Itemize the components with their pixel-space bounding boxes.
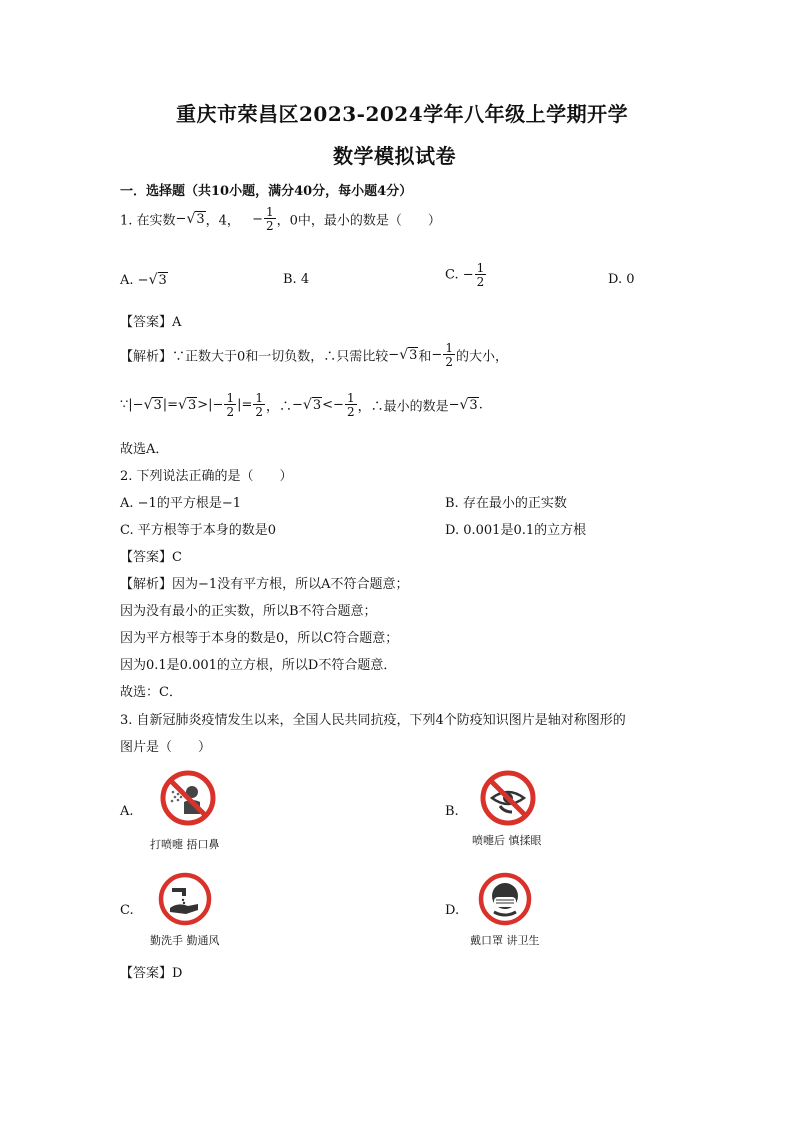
q2-option-a: A. −1的平方根是−1 — [120, 496, 241, 511]
question-3-stem-line-2: 图片是（ ） — [120, 740, 212, 755]
q1-option-c: C. − $\frac{1}{2}$ — [445, 261, 485, 289]
q3-option-c-caption: 勤洗手 勤通风 — [150, 934, 220, 947]
q1-conclusion: 故选A． — [120, 442, 169, 457]
q2-explanation-4: 因为0.1是0.001的立方根，所以D不符合题意． — [120, 658, 397, 673]
q3-option-c-label: C. — [120, 903, 134, 918]
fraction-one-half: $\frac{1}{2}$ — [265, 205, 274, 233]
question-2-stem: 2. 下列说法正确的是（ ） — [120, 469, 293, 484]
q3-option-b-caption: 喷嚏后 慎揉眼 — [472, 834, 542, 847]
section-heading: 一．选择题（共10小题，满分40分，每小题4分） — [120, 184, 413, 199]
no-sneezing-icon — [158, 768, 218, 832]
q2-explanation-2: 因为没有最小的正实数，所以B不符合题意； — [120, 604, 377, 619]
q1-option-a: A. −√3 — [120, 272, 167, 288]
title-line-2: 数学模拟试卷 — [333, 144, 456, 168]
q3-option-a-label: A. — [120, 804, 134, 819]
q2-option-d: D. 0.001是0.1的立方根 — [445, 523, 587, 538]
q1-answer: 【答案】A — [120, 315, 182, 330]
sqrt-3: √3 — [186, 211, 205, 227]
face-mask-icon — [476, 870, 534, 932]
q3-answer: 【答案】D — [120, 966, 183, 981]
q3-option-b-label: B. — [445, 804, 459, 819]
title-line-1: 重庆市荣昌区2023-2024学年八年级上学期开学 — [176, 102, 629, 126]
q1-option-b: B. 4 — [283, 272, 310, 287]
no-eye-rubbing-icon — [478, 768, 538, 832]
question-3-stem-line-1: 3. 自新冠肺炎疫情发生以来，全国人民共同抗疫，下列4个防疫知识图片是轴对称图形的 — [120, 713, 626, 728]
q2-option-b: B. 存在最小的正实数 — [445, 496, 567, 511]
q3-option-a-caption: 打喷嚏 捂口鼻 — [150, 838, 220, 851]
q1-explanation-2: ∵|−√3|=√3>|− $\frac{1}{2}$ |= $\frac{1}{2}$ ，∴−√3<− $\frac{1}{2}$ ，∴最小的数是−√3. — [120, 391, 483, 419]
q3-option-d-label: D. — [445, 903, 460, 918]
q3-option-d-caption: 戴口罩 讲卫生 — [470, 934, 540, 947]
q1-explanation-1: 【解析】∵正数大于0和一切负数，∴只需比较−√3和− $\frac{1}{2}$ 的大小， — [120, 341, 508, 369]
q2-conclusion: 故选：C． — [120, 685, 182, 700]
question-1-stem: 1. 在实数−√3，4， − $\frac{1}{2}$ ，0中，最小的数是（ ） — [120, 205, 441, 233]
q2-option-c: C. 平方根等于本身的数是0 — [120, 523, 277, 538]
q1-option-d: D. 0 — [608, 272, 635, 287]
q2-explanation-3: 因为平方根等于本身的数是0，所以C符合题意； — [120, 631, 399, 646]
q2-answer: 【答案】C — [120, 550, 182, 565]
q2-explanation-1: 【解析】因为−1没有平方根，所以A不符合题意； — [120, 577, 409, 592]
hand-washing-icon — [156, 870, 214, 932]
